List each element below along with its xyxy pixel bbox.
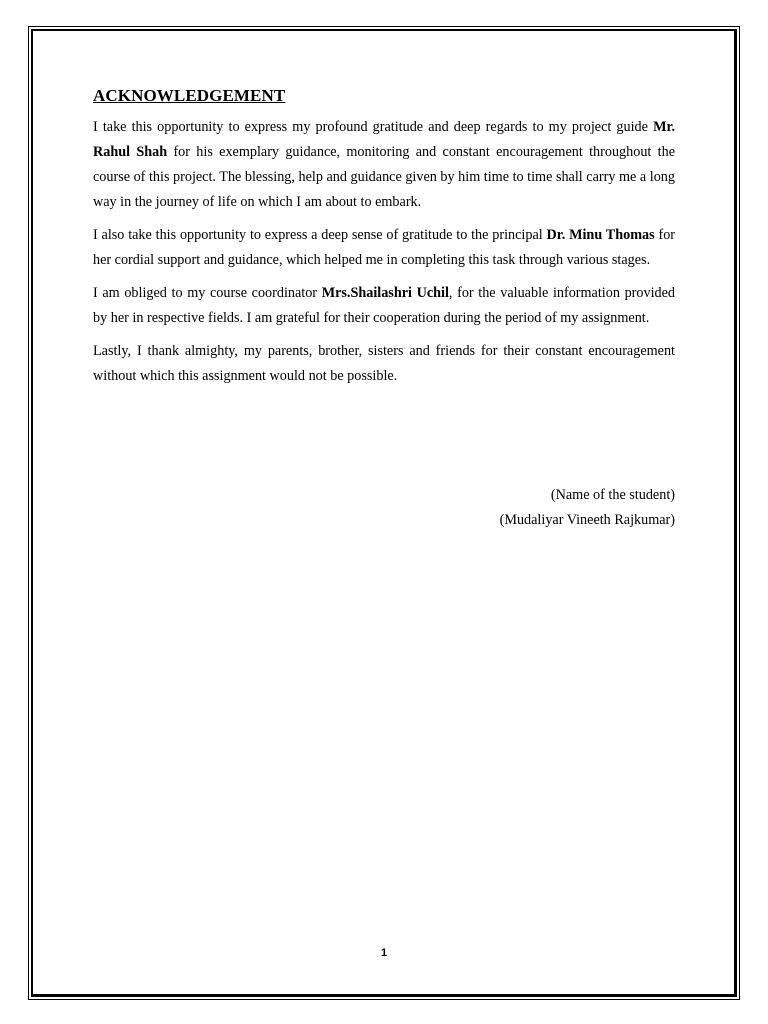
page-title: ACKNOWLEDGEMENT xyxy=(93,86,286,105)
paragraph-principal xyxy=(93,223,675,273)
paragraph-text: for her cordial support and guidance, which helped me in completing this task through various stages. xyxy=(93,227,676,268)
signature-name: (Mudaliyar Vineeth Rajkumar) xyxy=(499,512,675,528)
signature-label: (Name of the student) xyxy=(550,487,675,503)
paragraph-coordinator xyxy=(93,281,675,331)
paragraph-project-guide xyxy=(93,115,675,215)
paragraph-text: for his exemplary guidance, monitoring and constant encouragement throughout the course of this project. The blessing, help and guidance given by him time to time shall carry me a long way in the journey of life on which I am about to embark. xyxy=(93,144,675,210)
name-coordinator: Mrs.Shailashri Uchil xyxy=(321,285,449,301)
paragraph-text: , for the valuable information provided by her in respective fields. I am grateful for their cooperation during the period of my assignment. xyxy=(93,285,675,326)
document-body xyxy=(93,85,675,397)
signature-block xyxy=(500,483,675,533)
paragraph-text: I am obliged to my course coordinator xyxy=(93,285,322,301)
name-project-guide: Mr. Rahul Shah xyxy=(93,119,675,160)
paragraph-text: I take this opportunity to express my profound gratitude and deep regards to my project guide xyxy=(93,119,654,135)
name-principal: Dr. Minu Thomas xyxy=(546,227,655,243)
paragraph-text: I also take this opportunity to express a deep sense of gratitude to the principal xyxy=(93,227,547,243)
page-number: 1 xyxy=(380,947,388,959)
paragraph-closing: Lastly, I thank almighty, my parents, brother, sisters and friends for their constant encouragement without which this assignment would not be possible. xyxy=(93,343,675,384)
